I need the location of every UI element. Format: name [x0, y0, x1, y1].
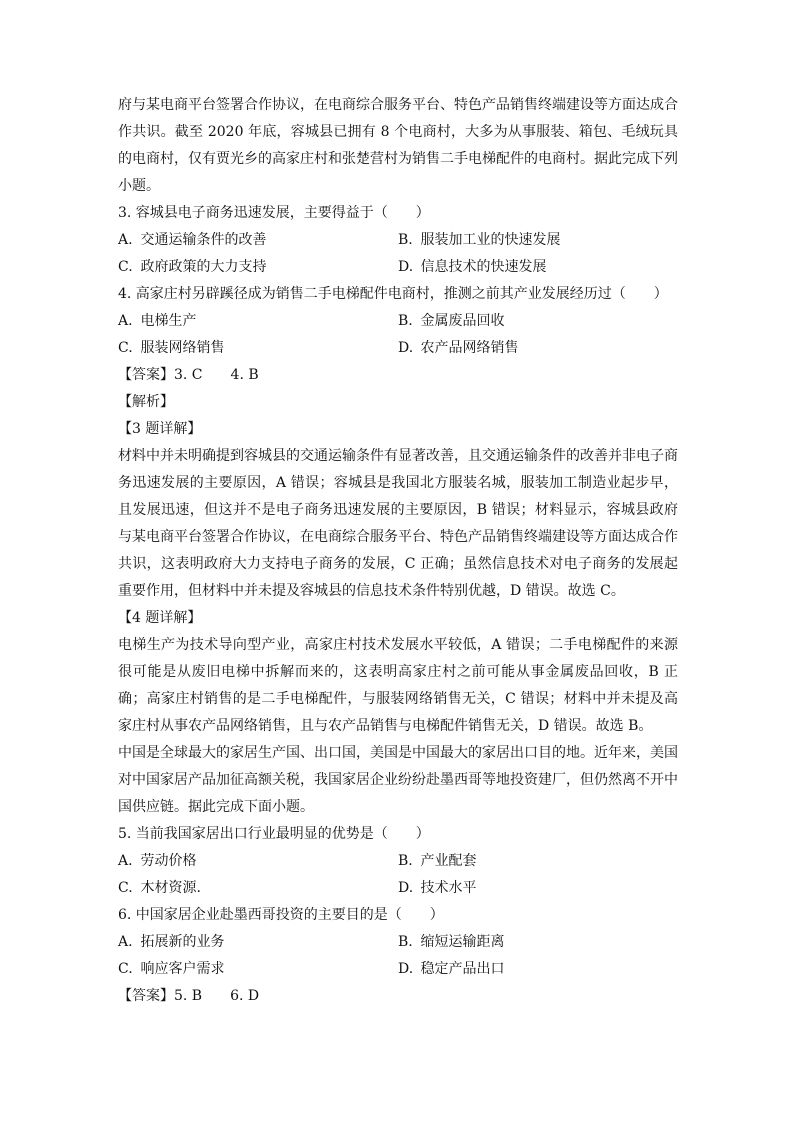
- intro-paragraph-continued: 府与某电商平台签署合作协议，在电商综合服务平台、特色产品销售终端建设等方面达成合作共识。截至 2020 年底，容城县已拥有 8 个电商村，大多为从事服装、箱包、毛绒玩具的电商村，仅有贾光乡的高家庄村和张楚营村为销售二手电梯配件的电商村。据此完成下列小题。: [118, 97, 678, 194]
- detail-3-text: 材料中并未明确提到容城县的交通运输条件有显著改善，且交通运输条件的改善并非电子商务迅速发展的主要原因，A 错误；容城县是我国北方服装名城，服装加工制造业起步早，且发展迅速，但这并不是电子商务迅速发展的主要原因，B 错误；材料显示，容城县政府与某电商平台签署合作协议，在电商综合服务平台、特色产品销售终端建设等方面达成合作共识，这表明政府大力支持电子商务的发展，C 正确；虽然信息技术对电子商务的发展起重要作用，但材料中并未提及容城县的信息技术条件特别优越，D 错误。故选 C。: [118, 448, 678, 599]
- answer-q4: 4. B: [230, 367, 259, 383]
- question-3-option-d: D. 信息技术的快速发展: [398, 259, 547, 275]
- question-3-stem: 3. 容城县电子商务迅速发展，主要得益于（ ）: [118, 205, 430, 221]
- question-3-option-a: A. 交通运输条件的改善: [118, 232, 267, 248]
- question-6-option-a: A. 拓展新的业务: [118, 934, 225, 950]
- question-3-option-c: C. 政府政策的大力支持: [118, 259, 267, 275]
- question-4-option-b: B. 金属废品回收: [398, 313, 505, 329]
- question-5-options-row-1: [118, 848, 678, 875]
- question-5-option-d: D. 技术水平: [398, 880, 477, 896]
- question-6-option-c: C. 响应客户需求: [118, 961, 225, 977]
- answer-5-6: [118, 983, 678, 1010]
- question-4-options-row-1: [118, 308, 678, 335]
- detail-4-text: 电梯生产为技术导向型产业，高家庄村技术发展水平较低，A 错误；二手电梯配件的来源很可能是从废旧电梯中拆解而来的，这表明高家庄村之前可能从事金属废品回收，B 正确；高家庄村销售的是二手电梯配件，与服装网络销售无关，C 错误；材料中并未提及高家庄村从事农产品网络销售，且与农产品销售与电梯配件销售无关，D 错误。故选 B。: [118, 637, 678, 734]
- answer-label: 【答案】: [118, 367, 174, 383]
- answer-q3: 3. C: [174, 367, 203, 383]
- question-3-options-row-1: [118, 227, 678, 254]
- question-3-option-b: B. 服装加工业的快速发展: [398, 232, 561, 248]
- document-page: [118, 92, 678, 1010]
- question-4-option-d: D. 农产品网络销售: [398, 340, 519, 356]
- question-5-option-b: B. 产业配套: [398, 853, 477, 869]
- answer-q6: 6. D: [230, 988, 260, 1004]
- answer-label: 【答案】: [118, 988, 174, 1004]
- question-6-options-row-2: [118, 956, 678, 983]
- question-4-option-a: A. 电梯生产: [118, 313, 197, 329]
- question-4-stem: 4. 高家庄村另辟蹊径成为销售二手电梯配件电商村，推测之前其产业发展经历过（ ）: [118, 286, 668, 302]
- detail-3-label: 【3 题详解】: [118, 421, 202, 437]
- question-5-option-c: C. 木材资源.: [118, 880, 201, 896]
- question-5-option-a: A. 劳动价格: [118, 853, 197, 869]
- detail-4-label: 【4 题详解】: [118, 610, 202, 626]
- question-6-options-row-1: [118, 929, 678, 956]
- answer-q5: 5. B: [174, 988, 203, 1004]
- question-5-options-row-2: [118, 875, 678, 902]
- intro-paragraph-2: 中国是全球最大的家居生产国、出口国，美国是中国最大的家居出口目的地。近年来，美国对中国家居产品加征高额关税，我国家居企业纷纷赴墨西哥等地投资建厂，但仍然离不开中国供应链。据此完成下面小题。: [118, 745, 678, 815]
- question-3-options-row-2: [118, 254, 678, 281]
- question-5-stem: 5. 当前我国家居出口行业最明显的优势是（ ）: [118, 826, 430, 842]
- question-4-options-row-2: [118, 335, 678, 362]
- question-6-option-d: D. 稳定产品出口: [398, 961, 505, 977]
- question-6-option-b: B. 缩短运输距离: [398, 934, 505, 950]
- answer-3-4: [118, 362, 678, 389]
- question-4-option-c: C. 服装网络销售: [118, 340, 225, 356]
- analysis-label: 【解析】: [118, 394, 174, 410]
- question-6-stem: 6. 中国家居企业赴墨西哥投资的主要目的是（ ）: [118, 907, 444, 923]
